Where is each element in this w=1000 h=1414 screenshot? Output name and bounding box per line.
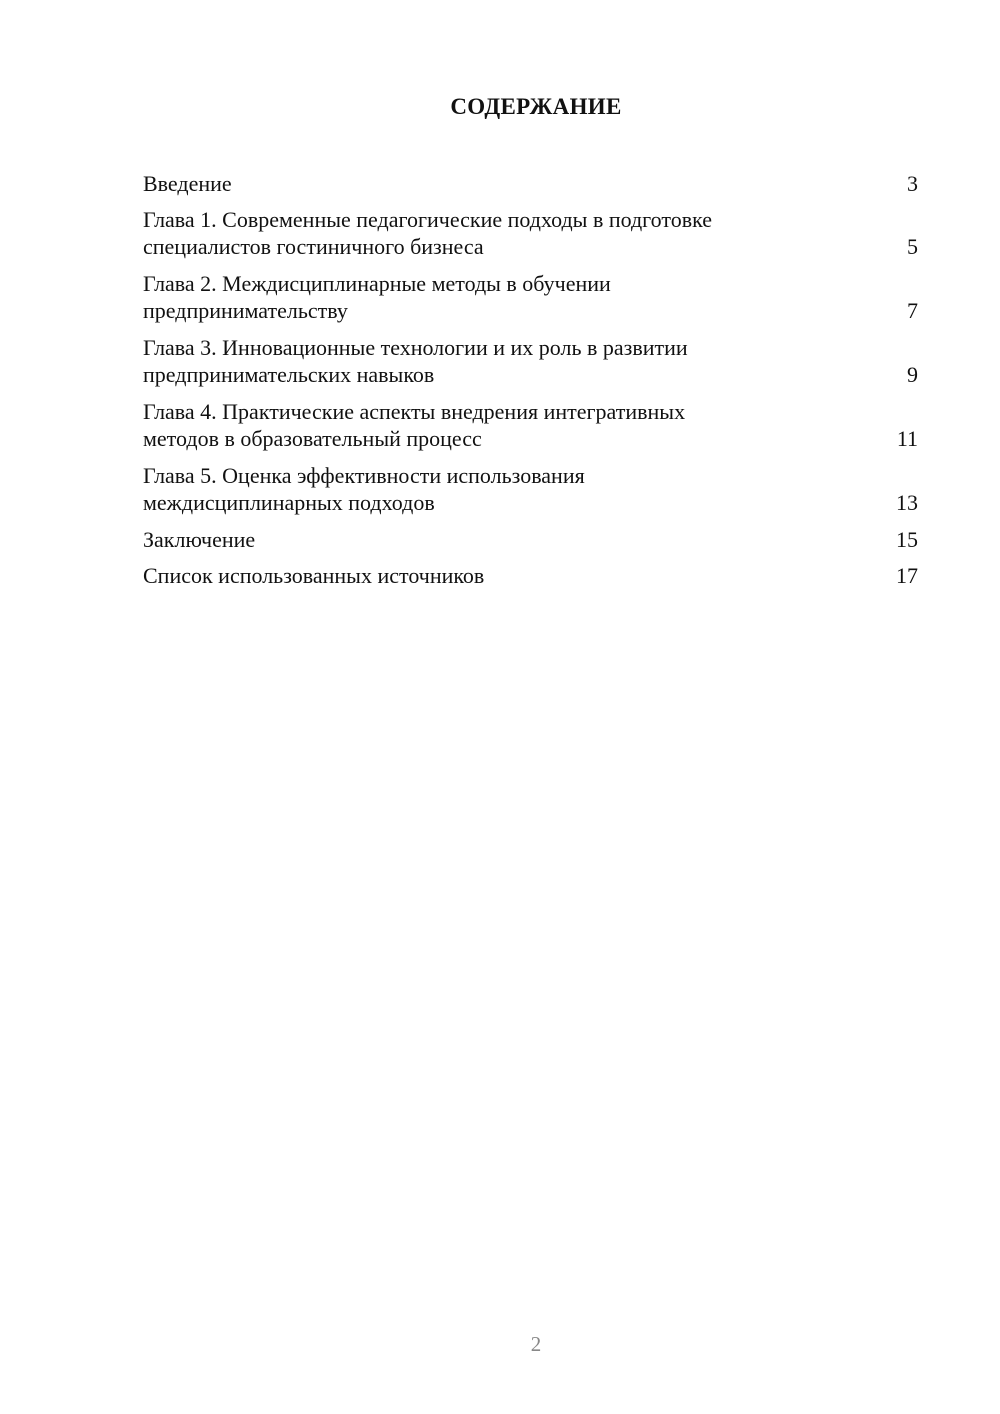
toc-entry-page-number: 3: [907, 171, 918, 196]
toc-entry-page-number: 11: [896, 426, 918, 451]
toc-entry-page-number: 7: [907, 298, 918, 323]
toc-entry-title: Введение: [143, 171, 232, 196]
toc-entry-chapter-2[interactable]: [143, 270, 918, 324]
toc-entry-title: Глава 1. Современные педагогические подходы в подготовке специалистов гостиничного бизнеса: [143, 207, 712, 259]
toc-entry-introduction[interactable]: [143, 170, 918, 197]
toc-entry-title: Глава 5. Оценка эффективности использования междисциплинарных подходов: [143, 463, 585, 515]
toc-entry-references[interactable]: [143, 562, 918, 589]
toc-entry-page-number: 5: [907, 234, 918, 259]
toc-entry-title: Глава 3. Инновационные технологии и их роль в развитии предпринимательских навыков: [143, 335, 688, 387]
toc-entry-title: Глава 4. Практические аспекты внедрения интегративных методов в образовательный процесс: [143, 399, 686, 451]
toc-entry-chapter-3[interactable]: [143, 334, 918, 388]
toc-heading: СОДЕРЖАНИЕ: [450, 94, 622, 119]
toc-entry-chapter-4[interactable]: [143, 398, 918, 452]
page-number: 2: [530, 1332, 542, 1356]
toc-entry-chapter-1[interactable]: [143, 206, 918, 260]
toc-entry-page-number: 9: [907, 362, 918, 387]
table-of-contents: [143, 170, 918, 598]
toc-entry-page-number: 15: [896, 527, 918, 552]
toc-entry-title: Глава 2. Междисциплинарные методы в обучении предпринимательству: [143, 271, 611, 323]
toc-entry-page-number: 13: [896, 490, 918, 515]
toc-entry-conclusion[interactable]: [143, 526, 918, 553]
toc-entry-chapter-5[interactable]: [143, 462, 918, 516]
toc-entry-page-number: 17: [896, 563, 918, 588]
toc-entry-title: Список использованных источников: [143, 563, 485, 588]
toc-entry-title: Заключение: [143, 527, 256, 552]
